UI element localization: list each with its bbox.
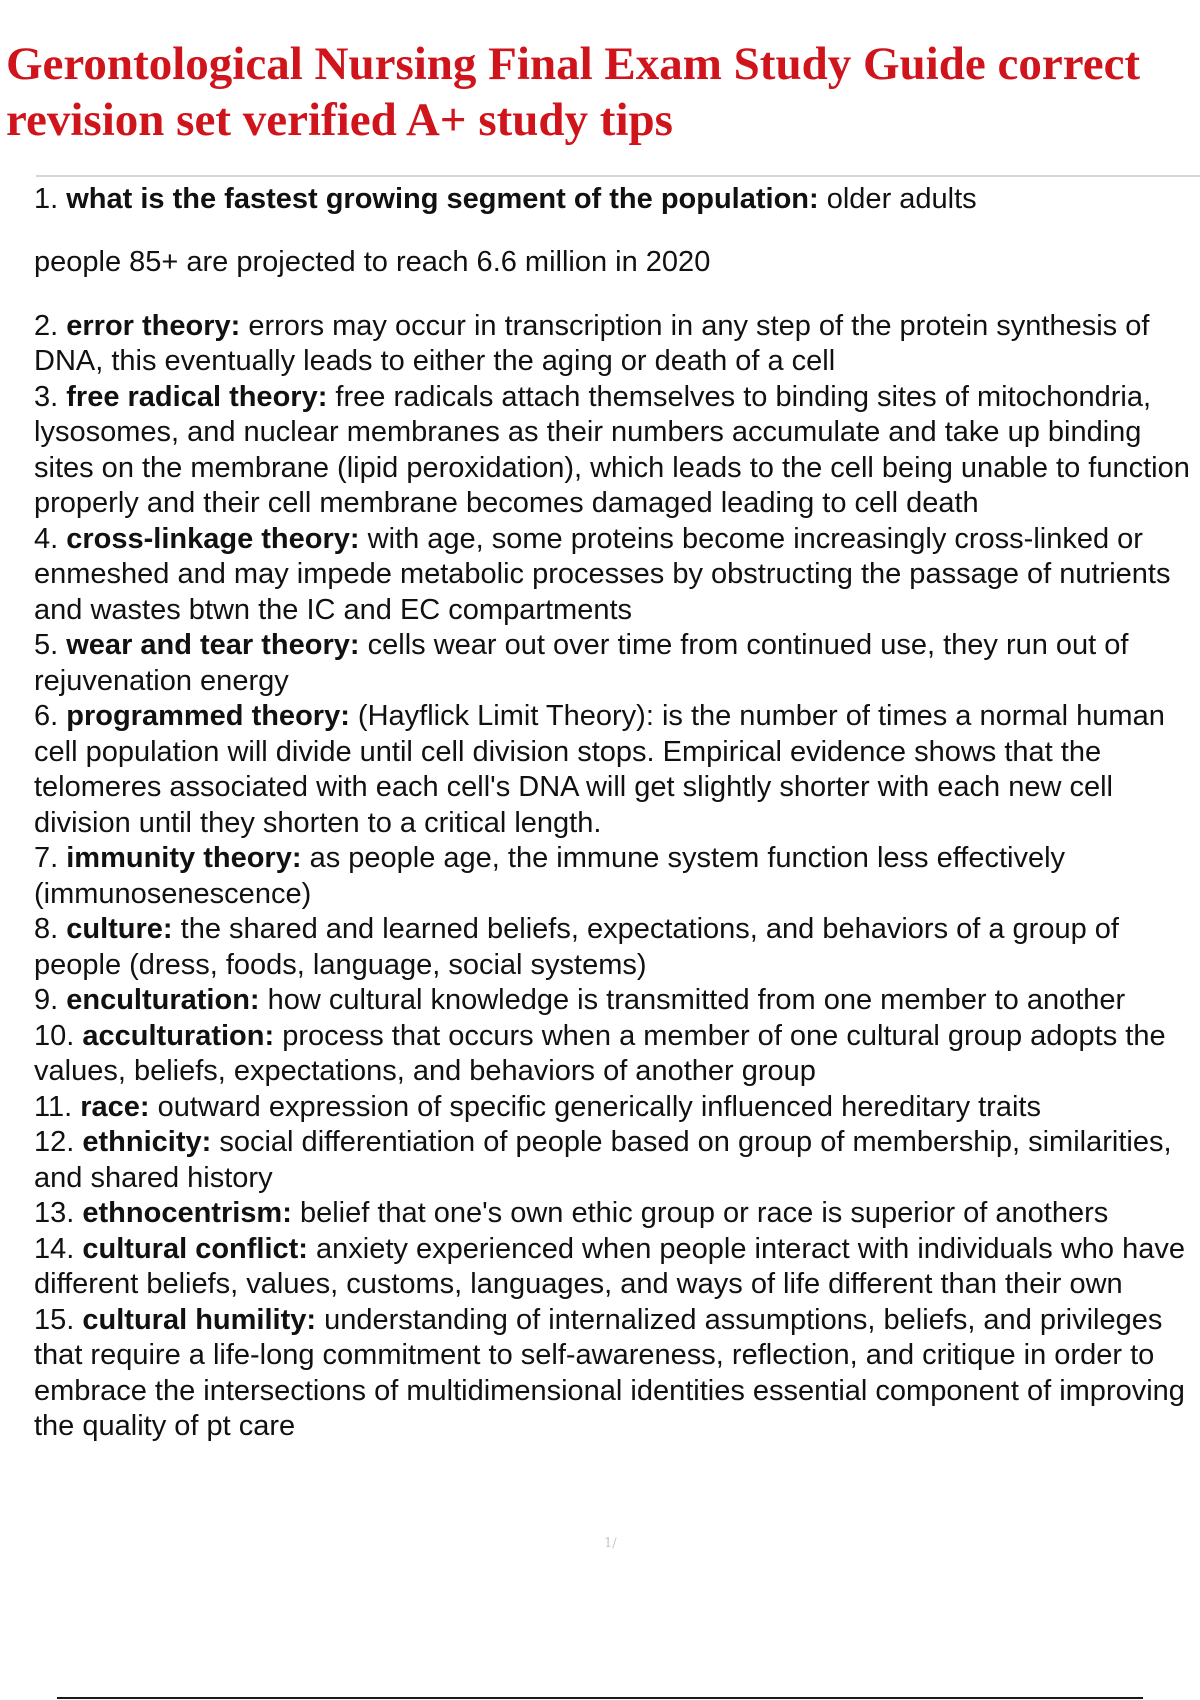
entry-definition: outward expression of specific generically influenced hereditary traits — [157, 1090, 1041, 1123]
entry-term: culture: — [66, 913, 173, 945]
entry-number: 2. — [34, 309, 59, 342]
entry-number: 1. — [34, 183, 59, 215]
entry-term: immunity theory: — [66, 842, 302, 874]
entry-definition: older adults — [826, 183, 977, 215]
entry-definition: as people age, the immune system function less effectively (immunosenescence) — [34, 842, 1066, 910]
entry-5 — [34, 628, 1200, 699]
entry-definition: the shared and learned beliefs, expectations, and behaviors of a group of people (dress, foods, language, social systems) — [34, 913, 1119, 981]
entry-term: programmed theory: — [66, 700, 350, 732]
page-number: 1/ — [604, 1536, 617, 1551]
entry-definition: how cultural knowledge is transmitted from one member to another — [267, 984, 1126, 1016]
entry-number: 5. — [34, 629, 59, 661]
entry-number: 11. — [34, 1090, 73, 1123]
entry-number: 9. — [34, 984, 59, 1016]
entry-definition: free radicals attach themselves to binding sites of mitochondria, lysosomes, and nuclear membranes as their numbers accumulate and take up binding sites on the membrane (lipid peroxidation), which leads to the cell being unable to function properly and their cell membrane becomes damaged leading to cell death — [34, 380, 1190, 519]
entry-definition: belief that one's own ethic group or race is superior of anothers — [299, 1197, 1109, 1229]
entry-9 — [34, 983, 1200, 1019]
entry-term: cultural humility: — [82, 1303, 317, 1336]
entry-number: 8. — [34, 913, 59, 945]
footer-divider — [57, 1697, 1143, 1699]
entry-term: cultural conflict: — [82, 1232, 308, 1265]
entry-15 — [34, 1303, 1200, 1445]
entry-13 — [34, 1196, 1200, 1232]
entry-definition: cells wear out over time from continued use, they run out of rejuvenation energy — [34, 629, 1129, 697]
entry-number: 15. — [34, 1303, 75, 1336]
entry-term: cross-linkage theory: — [66, 522, 360, 555]
entry-12 — [34, 1125, 1200, 1196]
entry-term: ethnocentrism: — [82, 1197, 292, 1229]
entry-definition: social differentiation of people based on group of membership, similarities, and shared history — [34, 1126, 1172, 1194]
entry-definition: errors may occur in transcription in any step of the protein synthesis of DNA, this eventually leads to either the aging or death of a cell — [34, 309, 1150, 377]
document-title: Gerontological Nursing Final Exam Study Guide correct revision set verified A+ study tips — [6, 38, 1141, 146]
entry-term: ethnicity: — [82, 1126, 212, 1158]
entry-10 — [34, 1019, 1200, 1090]
entry-definition: process that occurs when a member of one cultural group adopts the values, beliefs, expectations, and behaviors of another group — [34, 1019, 1166, 1087]
entry-number: 6. — [34, 700, 59, 732]
entry-1 — [34, 182, 1200, 218]
entry-term: error theory: — [66, 309, 241, 342]
entry-8 — [34, 912, 1200, 983]
entry-number: 3. — [34, 380, 59, 413]
entry-number: 13. — [34, 1197, 75, 1229]
title-divider — [36, 175, 1200, 177]
entry-term: enculturation: — [66, 984, 260, 1016]
entry-11 — [34, 1090, 1200, 1126]
entry-4 — [34, 522, 1200, 629]
entry-14 — [34, 1232, 1200, 1303]
entry-definition: anxiety experienced when people interact with individuals who have different beliefs, values, customs, languages, and ways of life different than their own — [34, 1232, 1185, 1300]
entry-3 — [34, 380, 1200, 522]
entry-term: acculturation: — [82, 1019, 275, 1052]
entry-6 — [34, 699, 1200, 841]
entry-term: wear and tear theory: — [66, 629, 360, 661]
entry-term: what is the fastest growing segment of the population: — [66, 183, 819, 215]
entry-definition: (Hayflick Limit Theory): is the number of times a normal human cell population will divide until cell division stops. Empirical evidence shows that the telomeres associated with each cell's DNA will get slightly shorter with each new cell division until they shorten to a critical length. — [34, 700, 1165, 839]
entry-term: free radical theory: — [66, 380, 328, 413]
study-guide-entries — [34, 182, 1200, 1445]
entry-7 — [34, 841, 1200, 912]
entry-definition: understanding of internalized assumptions, beliefs, and privileges that require a life-long commitment to self-awareness, reflection, and critique in order to embrace the intersections of multidimensional identities essential component of improving the quality of pt care — [34, 1303, 1185, 1442]
entry-term: race: — [80, 1090, 150, 1123]
entry-definition: with age, some proteins become increasingly cross-linked or enmeshed and may impede metabolic processes by obstructing the passage of nutrients and wastes btwn the IC and EC compartments — [34, 522, 1171, 626]
entry-number: 4. — [34, 522, 59, 555]
entry-number: 10. — [34, 1019, 75, 1052]
entry-1-note: people 85+ are projected to reach 6.6 million in 2020 — [34, 245, 711, 278]
entry-number: 14. — [34, 1232, 75, 1265]
entry-2 — [34, 309, 1200, 380]
entry-number: 7. — [34, 842, 59, 874]
entry-number: 12. — [34, 1126, 75, 1158]
